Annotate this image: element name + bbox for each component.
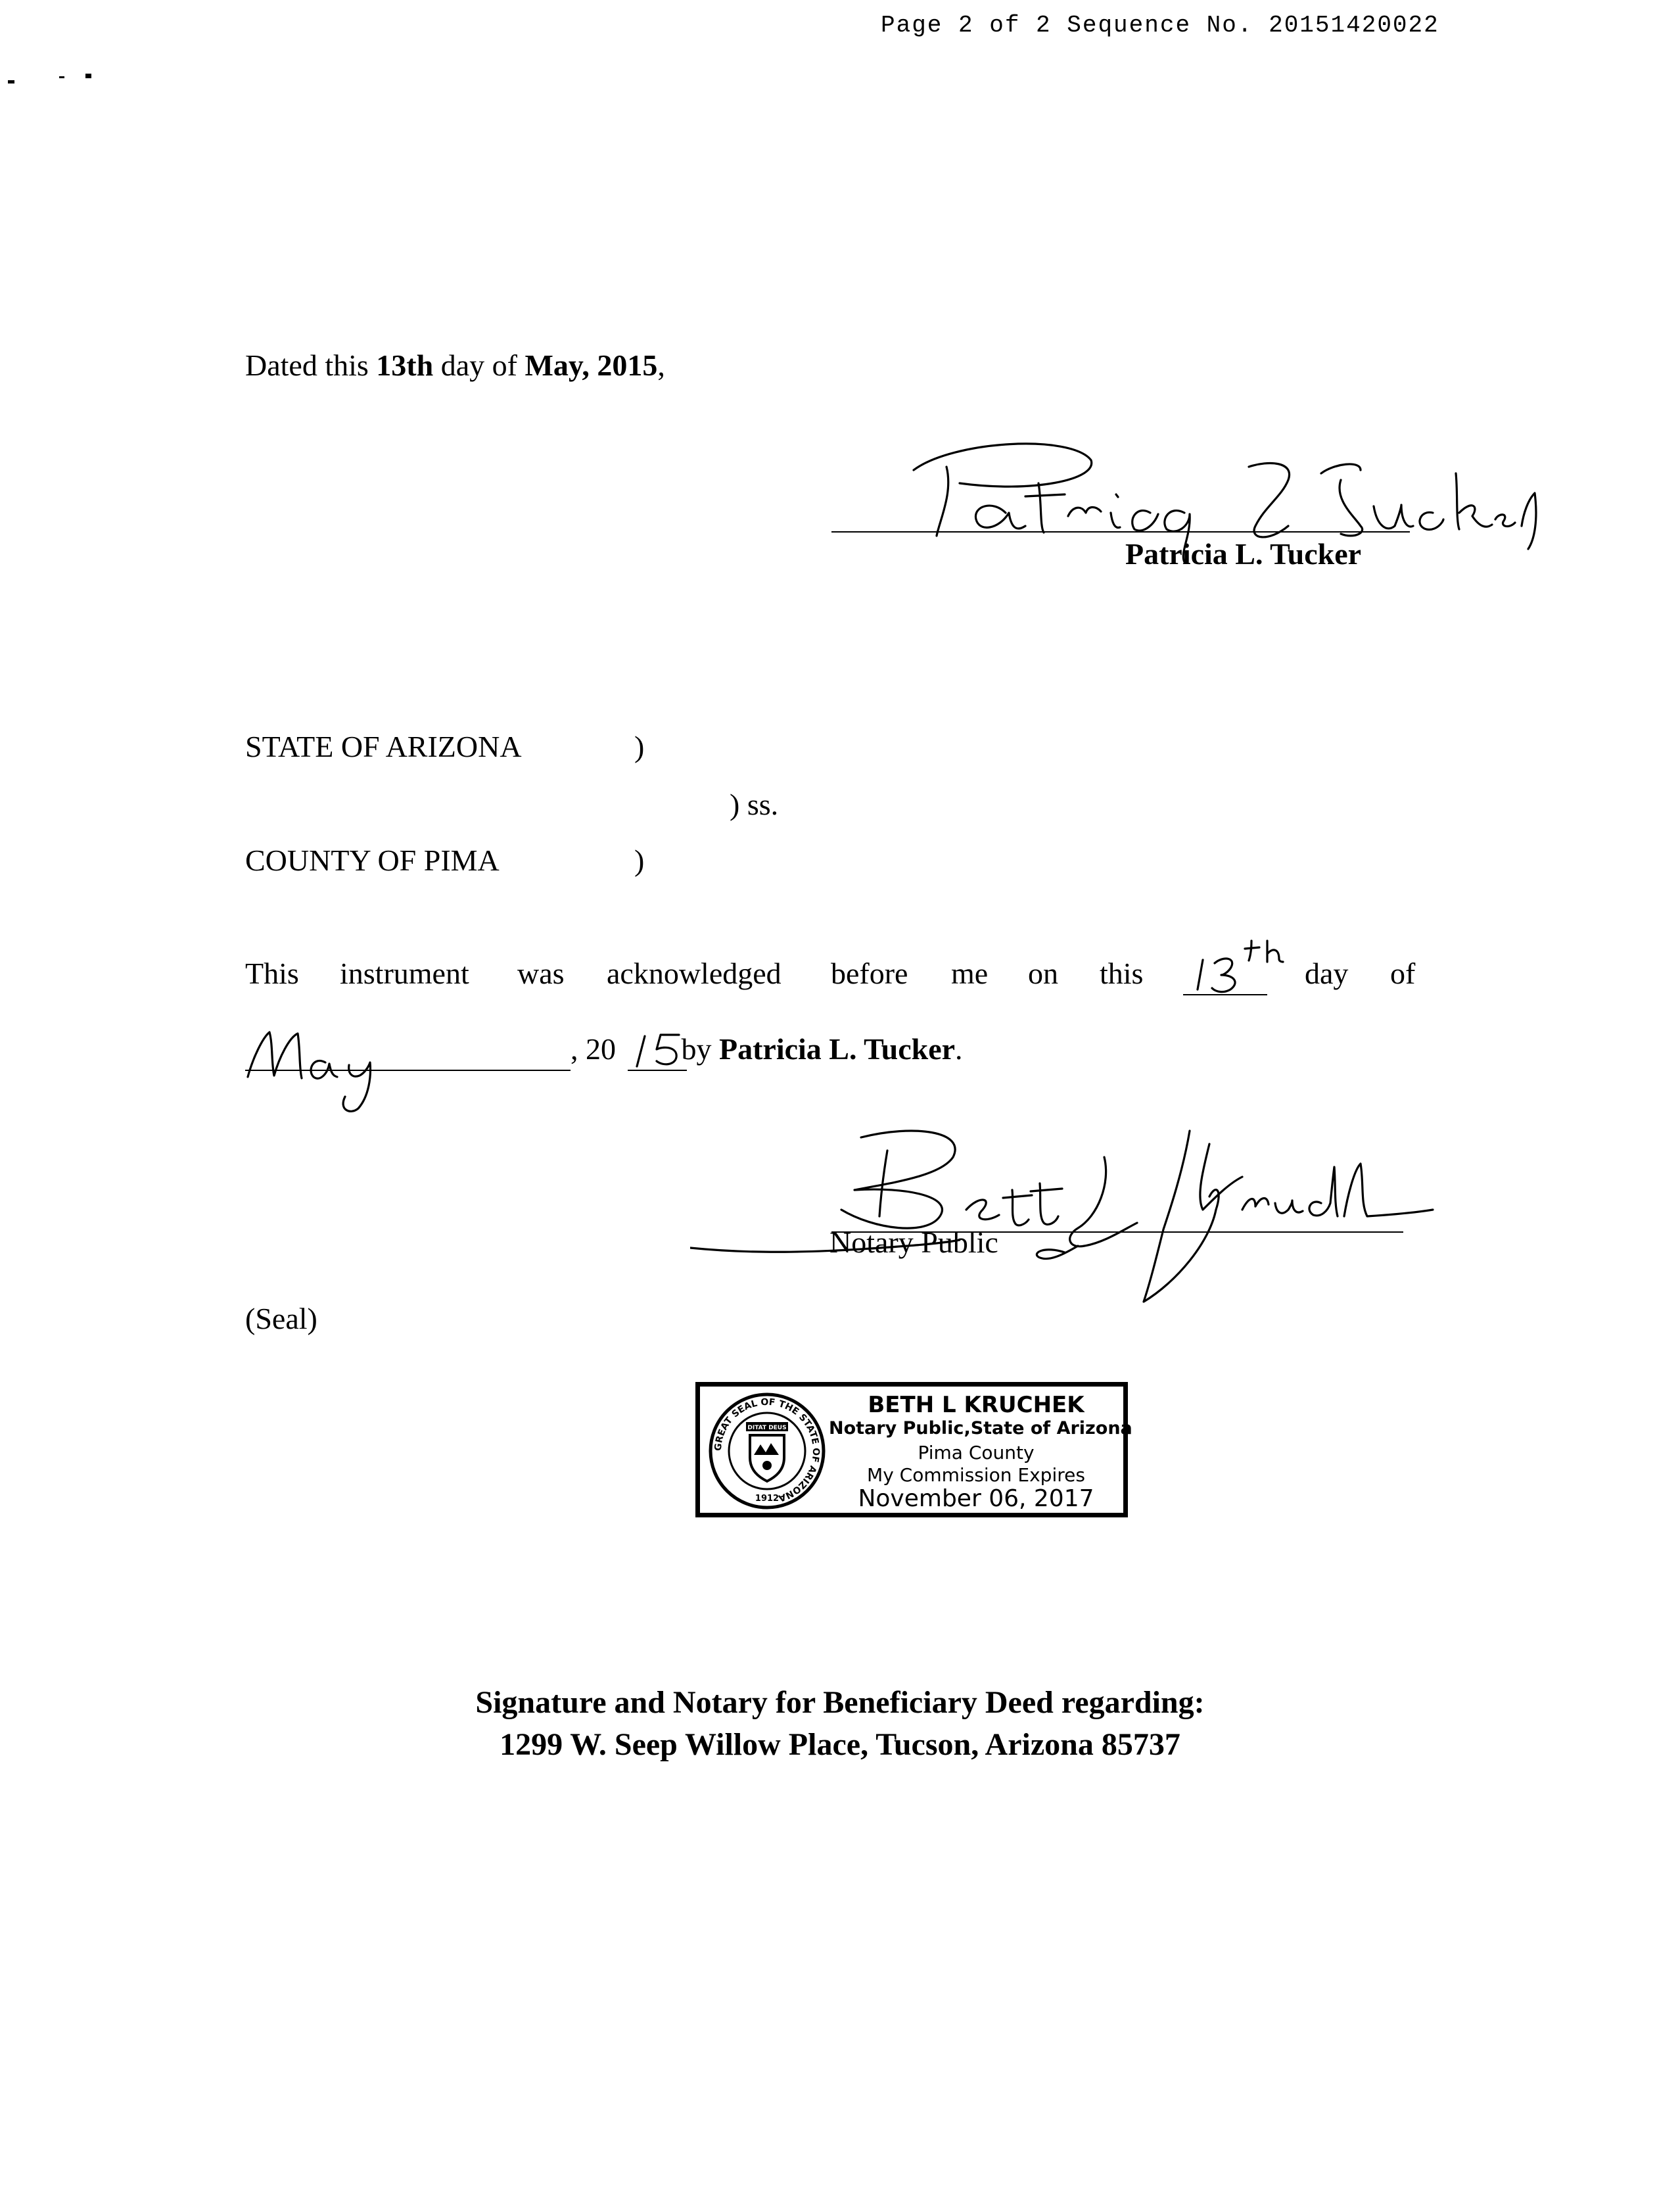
dated-day: 13th [376,348,434,382]
acknowledgment-line-1: This instrument was acknowledged before me on this day of [245,957,1416,990]
seal-ring-text: GREAT SEAL OF THE STATE OF ARIZONA [712,1396,822,1504]
grantor-name: Patricia L. Tucker [1125,537,1362,571]
dated-line: Dated this 13th day of May, 2015, [245,348,665,382]
notary-label: Notary Public [829,1225,998,1259]
stamp-notary-title: Notary Public,State of Arizona [829,1418,1132,1438]
notary-stamp [695,1382,1132,1517]
venue-paren-1: ) [634,730,645,763]
venue-county: COUNTY OF PIMA [245,844,500,877]
arizona-state-seal [705,1392,829,1510]
ack-month-handwritten [240,1018,398,1116]
footer-address: 1299 W. Seep Willow Place, Tucson, Arizona 85737 [500,1727,1180,1762]
seal-motto: DITAT DEUS [747,1425,787,1431]
acknowledgment-line-2: , 20 by Patricia L. Tucker. [571,1032,963,1066]
ack-year-handwritten [628,1027,693,1070]
stamp-notary-name: BETH L KRUCHEK [868,1392,1085,1418]
venue-ss: ) ss. [730,788,779,821]
scan-specks [0,66,105,92]
dated-month-year: May, 2015 [525,348,658,382]
seal-label: (Seal) [245,1302,317,1335]
seal-year: 1912 [755,1494,780,1504]
notary-signature [690,1118,1479,1308]
venue-state: STATE OF ARIZONA [245,730,522,763]
sequence-number: Sequence No. 20151420022 [1067,12,1439,39]
stamp-county: Pima County [918,1442,1035,1463]
footer-title: Signature and Notary for Beneficiary Deed regarding: [475,1685,1205,1720]
venue-paren-2: ) [634,844,645,877]
stamp-commission-label: My Commission Expires [867,1464,1085,1486]
ack-year-blank [628,1070,687,1071]
page-header [881,12,1439,39]
ack-signer-name: Patricia L. Tucker [719,1032,956,1066]
stamp-text-block [829,1392,1132,1513]
ack-day-handwritten [1183,937,1315,999]
stamp-expiry-date: November 06, 2017 [858,1485,1094,1512]
page-indicator: Page 2 of 2 [881,12,1052,39]
